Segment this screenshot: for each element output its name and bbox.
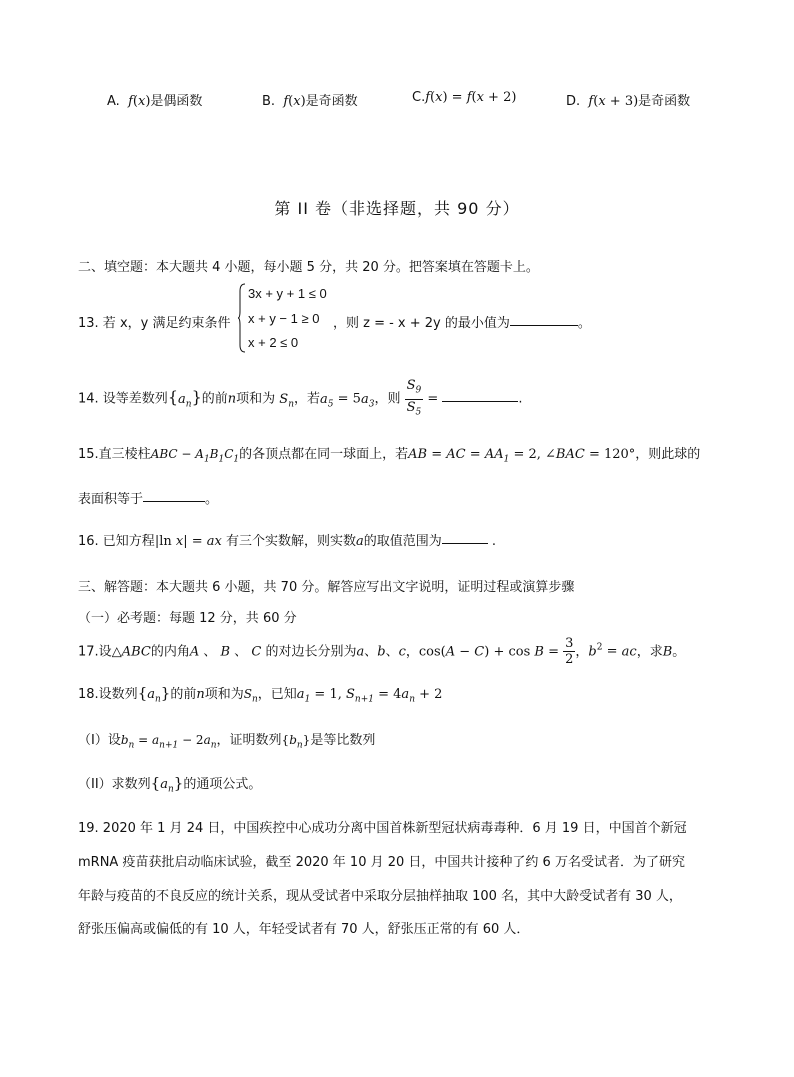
q16-prefix: 16. 已知方程 bbox=[78, 534, 155, 549]
q19-line-3: 年龄与疫苗的不良反应的统计关系，现从受试者中采取分层抽样抽取 100 名，其中大龄受试者有 30 人， bbox=[78, 889, 682, 904]
q13-suffix-row bbox=[333, 312, 591, 331]
q13-constraint-1: 3x + y + 1 ≤ 0 bbox=[248, 286, 327, 301]
q15-line2: 表面积等于 bbox=[78, 492, 144, 507]
q13-end: 。 bbox=[577, 316, 591, 331]
option-d-formula: f bbox=[584, 94, 594, 109]
q14-answer-blank[interactable] bbox=[442, 400, 518, 402]
q17-fraction: $\frac{3}{2}$ bbox=[565, 636, 574, 668]
q16-answer-blank[interactable] bbox=[442, 542, 488, 544]
q18-p1-text: ，证明数列 bbox=[216, 733, 282, 748]
option-b-text: 是奇函数 bbox=[305, 94, 358, 109]
q18-p2-end: 的通项公式。 bbox=[183, 777, 262, 792]
q17-mid1: 的内角 bbox=[150, 644, 190, 660]
q14-prefix: 14. 设等差数列 bbox=[78, 391, 168, 407]
q14-mid4: ，则 bbox=[374, 391, 401, 407]
q17-end: 。 bbox=[672, 644, 686, 660]
option-a: A. f(x)是偶函数 bbox=[107, 94, 203, 109]
q18-mid3: ，已知 bbox=[257, 687, 297, 702]
q13-answer-blank[interactable] bbox=[510, 324, 578, 326]
part3-sub: （一）必考题：每题 12 分，共 60 分 bbox=[78, 611, 297, 626]
q15-row2 bbox=[78, 488, 218, 507]
q16-mid2: 的取值范围为 bbox=[363, 534, 442, 549]
option-c: C.f(x) = f(x + 2) bbox=[412, 90, 517, 105]
q18-p1-label: （I）设 bbox=[78, 733, 121, 748]
q16-row: 16. 已知方程|ln x| = ax 有三个实数解，则实数a的取值范围为 . bbox=[78, 534, 497, 549]
q14-row: 14. 设等差数列$\{a_n\}$的前n项和为 $S_n$，若$a_5 = 5a_3$，则 $\frac{S_9}{S_5}$ = . bbox=[78, 378, 523, 418]
q13-suffix: ，则 z = - x + 2y 的最小值为 bbox=[333, 316, 510, 331]
q18-part1: （I）设$b_n = a_{n+1} - 2a_n$，证明数列$\{b_n\}$是等比数列 bbox=[78, 733, 376, 751]
q18-mid1: 的前 bbox=[170, 687, 197, 702]
q19-line-4: 舒张压偏高或偏低的有 10 人，年轻受试者有 70 人，舒张压正常的有 60 人． bbox=[78, 922, 530, 937]
q18-mid2: 项和为 bbox=[204, 687, 244, 702]
q14-mid2: 项和为 bbox=[236, 391, 276, 407]
option-d: D. f(x + 3)是奇函数 bbox=[566, 94, 691, 109]
q14-end: . bbox=[518, 391, 523, 407]
q16-mid1: 有三个实数解，则实数 bbox=[225, 534, 356, 549]
q14-fraction: $\frac{S_9}{S_5}$ bbox=[406, 378, 422, 418]
q15-prefix: 15.直三棱柱 bbox=[78, 447, 151, 462]
part3-heading: 三、解答题：本大题共 6 小题，共 70 分。解答应写出文字说明，证明过程或演算步骤 bbox=[78, 580, 575, 595]
q15-answer-blank[interactable] bbox=[143, 500, 205, 502]
part2-heading: 二、填空题：本大题共 4 小题，每小题 5 分，共 20 分。把答案填在答题卡上。 bbox=[78, 260, 539, 275]
section-title-wrap bbox=[0, 196, 794, 219]
q15-mid1: 的各顶点都在同一球面上，若 bbox=[239, 447, 409, 462]
q18-row: 18.设数列$\{a_n\}$的前n项和为$S_n$，已知$a_1 = 1$, $S_{n+1} = 4a_n + 2$ bbox=[78, 684, 443, 705]
q13-prefix: 13. 若 x，y 满足约束条件 bbox=[78, 316, 231, 331]
q17-row: 17.设△ABC的内角A 、 B 、 C 的对边长分别为a、b、c，cos(A − C) + cos B = $\frac{3}{2}$ ，$b^2$ = ac，求B。 bbox=[78, 636, 686, 668]
option-b-label: B. bbox=[262, 94, 276, 109]
q17-mid4: ， bbox=[575, 644, 589, 660]
q13-brace-icon bbox=[238, 283, 246, 353]
q16-end: . bbox=[491, 534, 497, 549]
q15-end: 。 bbox=[205, 492, 219, 507]
q14-mid1: 的前 bbox=[201, 391, 228, 407]
option-a-label: A. bbox=[107, 94, 120, 109]
option-d-text: 是奇函数 bbox=[638, 94, 691, 109]
q15-mid2: ，则此球的 bbox=[635, 447, 701, 462]
option-c-formula: f bbox=[425, 90, 431, 105]
q18-p1-end: 是等比数列 bbox=[310, 733, 376, 748]
q13-constraint-2: x + y − 1 ≥ 0 bbox=[248, 311, 320, 326]
option-a-formula: f bbox=[123, 94, 133, 109]
q19-line-1: 19. 2020 年 1 月 24 日，中国疾控中心成功分离中国首株新型冠状病毒毒种．6 月 19 日，中国首个新冠 bbox=[78, 821, 687, 836]
q13-constraint-3: x + 2 ≤ 0 bbox=[248, 335, 299, 350]
q18-part2: （II）求数列$\{a_n\}$的通项公式。 bbox=[78, 774, 262, 795]
q14-mid3: ，若 bbox=[294, 391, 321, 407]
q17-prefix: 17.设 bbox=[78, 644, 112, 660]
option-d-label: D. bbox=[566, 94, 581, 109]
section-title: 第 II 卷（非选择题，共 90 分） bbox=[274, 199, 520, 218]
q19-line-2: mRNA 疫苗获批启动临床试验，截至 2020 年 10 月 20 日，中国共计接种了约 6 万名受试者．为了研究 bbox=[78, 855, 685, 870]
option-b: B. f(x)是奇函数 bbox=[262, 94, 358, 109]
option-a-text: 是偶函数 bbox=[150, 94, 203, 109]
option-c-label: C. bbox=[412, 90, 426, 105]
q17-mid3: ， bbox=[405, 644, 419, 660]
option-b-formula: f bbox=[279, 94, 289, 109]
q18-prefix: 18.设数列 bbox=[78, 687, 138, 702]
q15-row: 15.直三棱柱ABC − $A_1B_1C_1$的各顶点都在同一球面上，若AB = AC = $AA_1 = 2$, ∠BAC = 120°，则此球的 bbox=[78, 447, 701, 465]
q17-mid5: ，求 bbox=[636, 644, 663, 660]
q18-p2-label: （II）求数列 bbox=[78, 777, 151, 792]
q17-mid2: 的对边长分别为 bbox=[265, 644, 357, 660]
